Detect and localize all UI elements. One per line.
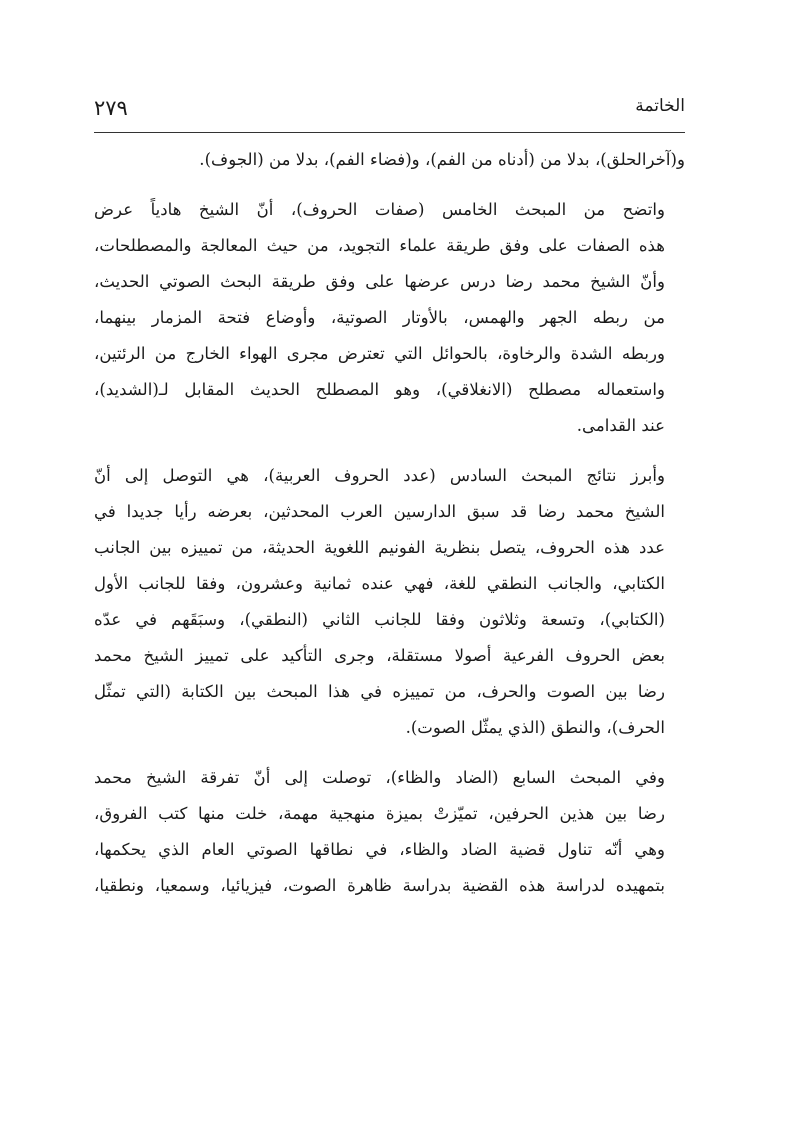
text-line: بعض الحروف الفرعية أصولا مستقلة، وجرى التأكيد على تمييز الشيخ محمد	[94, 646, 665, 665]
body-text	[94, 142, 685, 918]
running-title: الخاتمة	[635, 96, 685, 116]
text-line: الشيخ محمد رضا قد سبق الدارسين العرب المحدثين، بعرضه رأيا جديدا في	[94, 502, 665, 521]
paragraph	[94, 760, 685, 904]
paragraph	[94, 192, 685, 444]
text-line: هذه الصفات على وفق طريقة علماء التجويد، من حيث المعالجة والمصطلحات،	[94, 236, 665, 255]
text-line: الكتابي، والجانب النطقي للغة، فهي عنده ثمانية وعشرون، وفقا للجانب الأول	[94, 574, 665, 593]
page-number: ٢٧٩	[94, 96, 128, 120]
text-line: وربطه الشدة والرخاوة، بالحوائل التي تعترض مجرى الهواء الخارج من الرئتين،	[94, 344, 665, 363]
text-line: بتمهيده لدراسة هذه القضية بدراسة ظاهرة الصوت، فيزيائيا، وسمعيا، ونطقيا،	[94, 876, 665, 895]
text-line: رضا بين الصوت والحرف، من تمييزه في هذا المبحث بين الكتابة (التي تمثّل	[94, 682, 665, 701]
text-line: رضا بين هذين الحرفين، تميّزتْ بميزة منهجية مهمة، خلت منها كتب الفروق،	[94, 804, 665, 823]
text-line: واستعماله مصطلح (الانغلاقي)، وهو المصطلح الحديث المقابل لـ(الشديد)،	[94, 380, 665, 399]
text-line: الحرف)، والنطق (الذي يمثّل الصوت).	[405, 718, 665, 737]
paragraph	[94, 458, 685, 746]
text-line: وأنّ الشيخ محمد رضا درس عرضها على وفق طريقة البحث الصوتي الحديث،	[94, 272, 665, 291]
text-line: و(آخرالحلق)، بدلا من (أدناه من الفم)، و(فضاء الفم)، بدلا من (الجوف).	[199, 150, 685, 169]
text-line: (الكتابي)، وتسعة وثلاثون وفقا للجانب الثاني (النطقي)، وسبَقَهم في عدّه	[94, 610, 665, 629]
text-line: وهي أنّه تناول قضية الضاد والظاء، في نطاقها الصوتي العام الذي يحكمها،	[94, 840, 665, 859]
text-line: واتضح من المبحث الخامس (صفات الحروف)، أنّ الشيخ هادياً عرض	[94, 200, 665, 219]
text-line: عدد هذه الحروف، يتصل بنظرية الفونيم اللغوية الحديثة، من تمييزه بين الجانب	[94, 538, 665, 557]
text-line: وفي المبحث السابع (الضاد والظاء)، توصلت إلى أنّ تفرقة الشيخ محمد	[94, 768, 665, 787]
text-line: من ربطه الجهر والهمس، بالأوتار الصوتية، وأوضاع فتحة المزمار بينهما،	[94, 308, 665, 327]
text-line: وأبرز نتائج المبحث السادس (عدد الحروف العربية)، هي التوصل إلى أنّ	[94, 466, 665, 485]
page-header	[94, 92, 685, 133]
paragraph	[94, 142, 685, 178]
text-line: عند القدامى.	[576, 416, 665, 435]
